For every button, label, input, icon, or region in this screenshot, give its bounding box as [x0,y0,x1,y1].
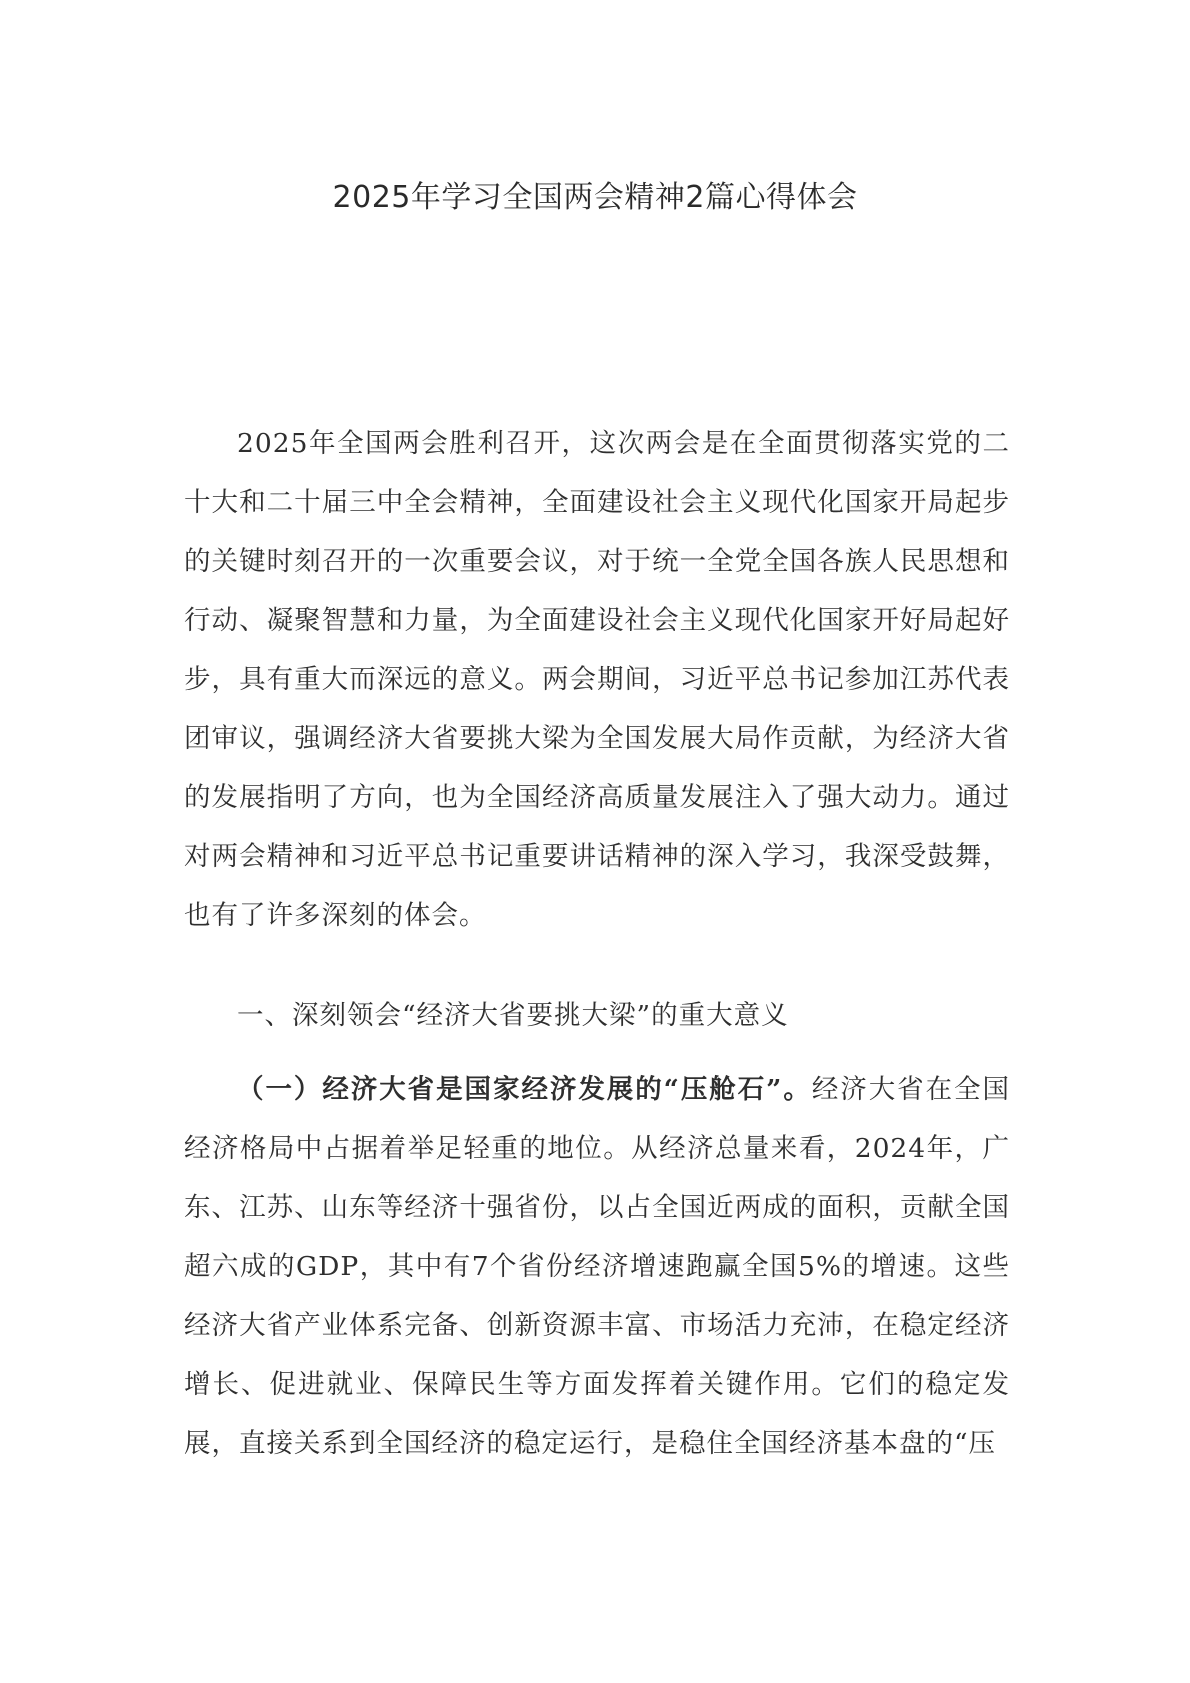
section-heading: 一、深刻领会“经济大省要挑大梁”的重大意义 [237,1000,789,1031]
subsection-text: 经济大省在全国经济格局中占据着举足轻重的地位。从经济总量来看，2024年，广东、江苏、山东等经济十强省份，以占全国近两成的面积，贡献全国超六成的GDP，其中有7个省份经济增速跑赢全国5%的增速。这些经济大省产业体系完备、创新资源丰富、市场活力充沛，在稳定经济增长、促进就业、保障民生等方面发挥着关键作用。它们的稳定发展，直接关系到全国经济的稳定运行，是稳住全国经济基本盘的“压 [184,1074,1010,1459]
intro-section [184,414,1010,945]
section-heading-block [184,986,1010,1045]
intro-paragraph: 2025年全国两会胜利召开，这次两会是在全面贯彻落实党的二十大和二十届三中全会精神，全面建设社会主义现代化国家开局起步的关键时刻召开的一次重要会议，对于统一全党全国各族人民思想和行动、凝聚智慧和力量，为全面建设社会主义现代化国家开好局起好步，具有重大而深远的意义。两会期间，习近平总书记参加江苏代表团审议，强调经济大省要挑大梁为全国发展大局作贡献，为经济大省的发展指明了方向，也为全国经济高质量发展注入了强大动力。通过对两会精神和习近平总书记重要讲话精神的深入学习，我深受鼓舞，也有了许多深刻的体会。 [184,428,1010,931]
document-title: 2025年学习全国两会精神2篇心得体会 [332,180,858,215]
subsection-lead: （一）经济大省是国家经济发展的“压舱石”。 [237,1074,812,1105]
subsection-block [184,1060,1010,1473]
subsection-paragraph [184,1060,1010,1473]
